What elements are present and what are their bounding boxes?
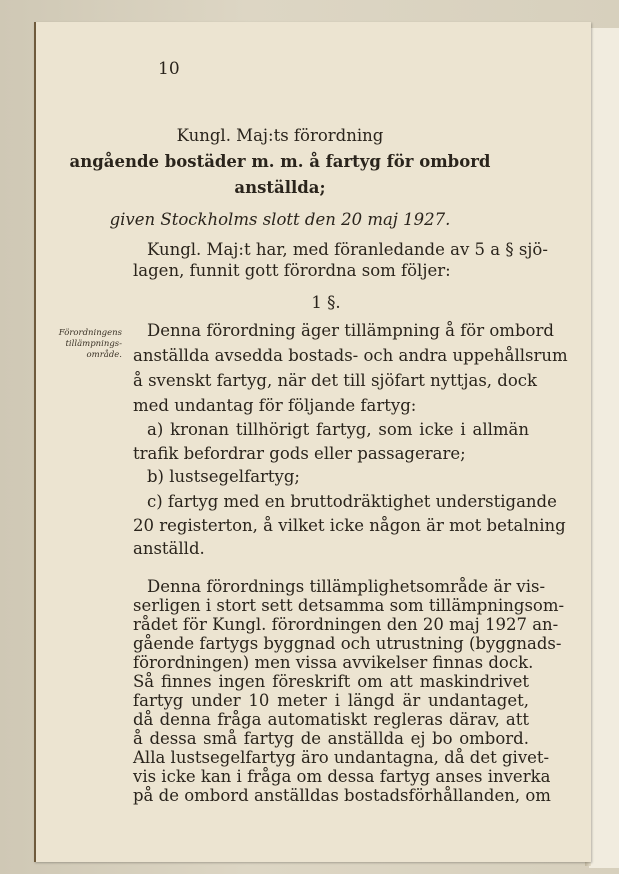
commentary-line: å dessa små fartyg de anställda ej bo ombord. [133, 729, 529, 748]
commentary-line: gående fartygs byggnad och utrustning (byggnads- [133, 634, 562, 653]
page-number: 10 [158, 59, 180, 79]
section-line: 20 registerton, å vilket icke någon är mot betalning [133, 516, 566, 535]
section-line: med undantag för följande fartyg: [133, 396, 417, 415]
section-mark: 1 §. [311, 293, 341, 312]
title-line-1: Kungl. Maj:ts förordning [176, 126, 384, 145]
commentary-line: serligen i stort sett detsamma som tillämpningsom- [133, 596, 565, 615]
margin-note-line: tillämpnings- [65, 339, 122, 349]
margin-note [42, 328, 122, 361]
next-page-edge [589, 28, 619, 868]
margin-note-line: Förordningens [58, 328, 122, 338]
section-line: å svenskt fartyg, när det till sjöfart nyttjas, dock [133, 371, 538, 390]
commentary-line: på de ombord anställdas bostadsförhållanden, om [133, 786, 551, 805]
commentary-line: rådet för Kungl. förordningen den 20 maj 1927 an- [133, 615, 559, 634]
commentary-line: då denna fråga automatiskt regleras därav, att [133, 710, 529, 729]
section-line: b) lustsegelfartyg; [147, 467, 300, 486]
section-line: anställd. [133, 539, 205, 558]
title-date-line: given Stockholms slott den 20 maj 1927. [109, 210, 451, 229]
section-line: a) kronan tillhörigt fartyg, som icke i allmän [147, 420, 529, 439]
section-line: anställda avsedda bostads- och andra uppehållsrum [133, 346, 568, 365]
margin-note-line: område. [86, 350, 122, 360]
section-line: Denna förordning äger tillämpning å för ombord [147, 321, 554, 340]
commentary-line: Alla lustsegelfartyg äro undantagna, då det givet- [133, 748, 550, 767]
title-line-3: anställda; [234, 178, 326, 197]
intro-line: Kungl. Maj:t har, med föranledande av 5 a § sjö- [147, 240, 548, 259]
intro-line: lagen, funnit gott förordna som följer: [133, 261, 451, 280]
commentary-line: förordningen) men vissa avvikelser finnas dock. [133, 653, 534, 672]
section-line: c) fartyg med en bruttodräktighet understigande [147, 492, 557, 511]
title-line-2: angående bostäder m. m. å fartyg för ombord [69, 152, 491, 171]
section-line: trafik befordrar gods eller passagerare; [133, 444, 466, 463]
commentary-line: vis icke kan i fråga om dessa fartyg anses inverka [133, 767, 551, 786]
commentary-line: Så finnes ingen föreskrift om att maskindrivet [133, 672, 529, 691]
commentary-line: Denna förordnings tillämplighetsområde är vis- [147, 577, 546, 596]
commentary-line: fartyg under 10 meter i längd är undantaget, [133, 691, 529, 710]
